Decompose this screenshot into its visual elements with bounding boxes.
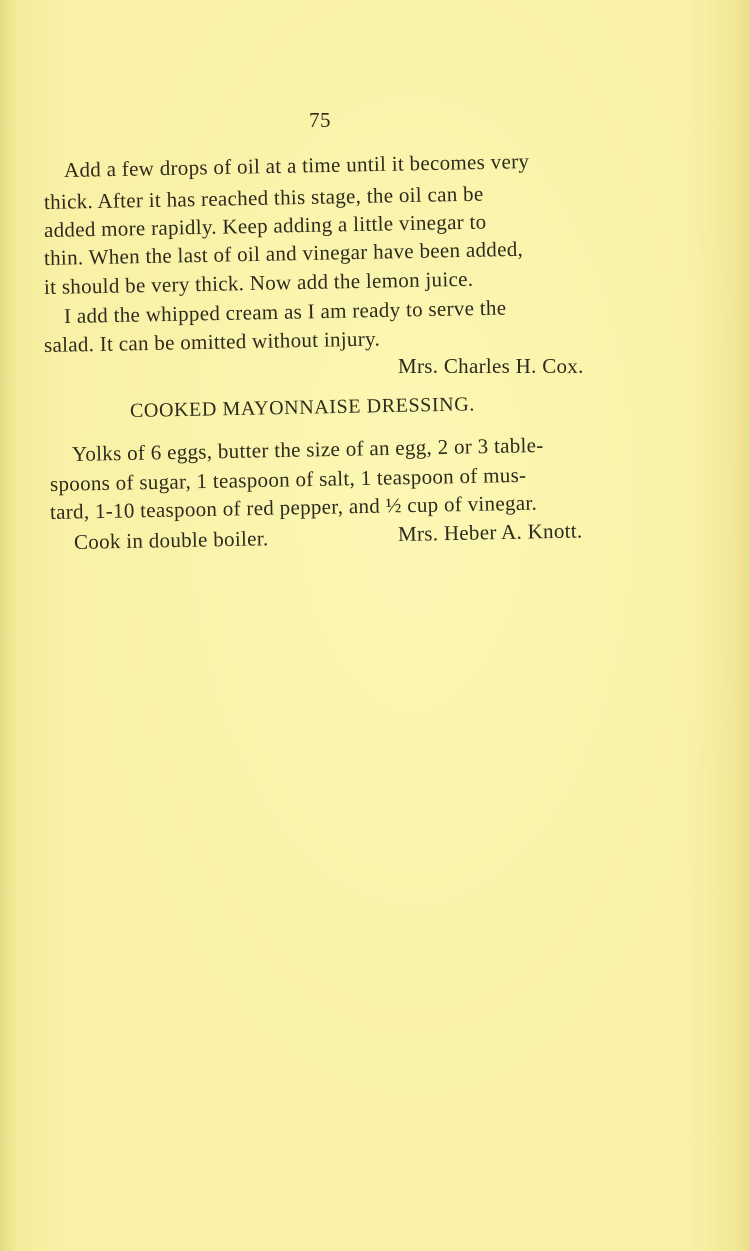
text-line: Cook in double boiler.: [73, 526, 269, 554]
recipe-author: Mrs. Heber A. Knott.: [397, 518, 583, 546]
text-line: it should be very thick. Now add the lemon juice.: [43, 266, 474, 299]
text-line: thin. When the last of oil and vinegar have been added,: [43, 236, 524, 270]
text-line: Add a few drops of oil at a time until it becomes very: [63, 149, 530, 182]
text-line: tard, 1-10 teaspoon of red pepper, and ½ cup of vinegar.: [49, 490, 538, 524]
recipe-title: COOKED MAYONNAISE DRESSING.: [129, 393, 476, 422]
text-line: I add the whipped cream as I am ready to serve the: [63, 295, 507, 328]
text-line: salad. It can be omitted without injury.: [43, 326, 381, 357]
recipe-author: Mrs. Charles H. Cox.: [398, 354, 584, 378]
text-line: Yolks of 6 eggs, butter the size of an egg, 2 or 3 table-: [71, 432, 544, 466]
page-number: 75: [309, 108, 331, 132]
text-line: thick. After it has reached this stage, the oil can be: [43, 181, 484, 214]
text-line: added more rapidly. Keep adding a little vinegar to: [43, 209, 487, 242]
text-line: spoons of sugar, 1 teaspoon of salt, 1 teaspoon of mus-: [49, 462, 527, 496]
